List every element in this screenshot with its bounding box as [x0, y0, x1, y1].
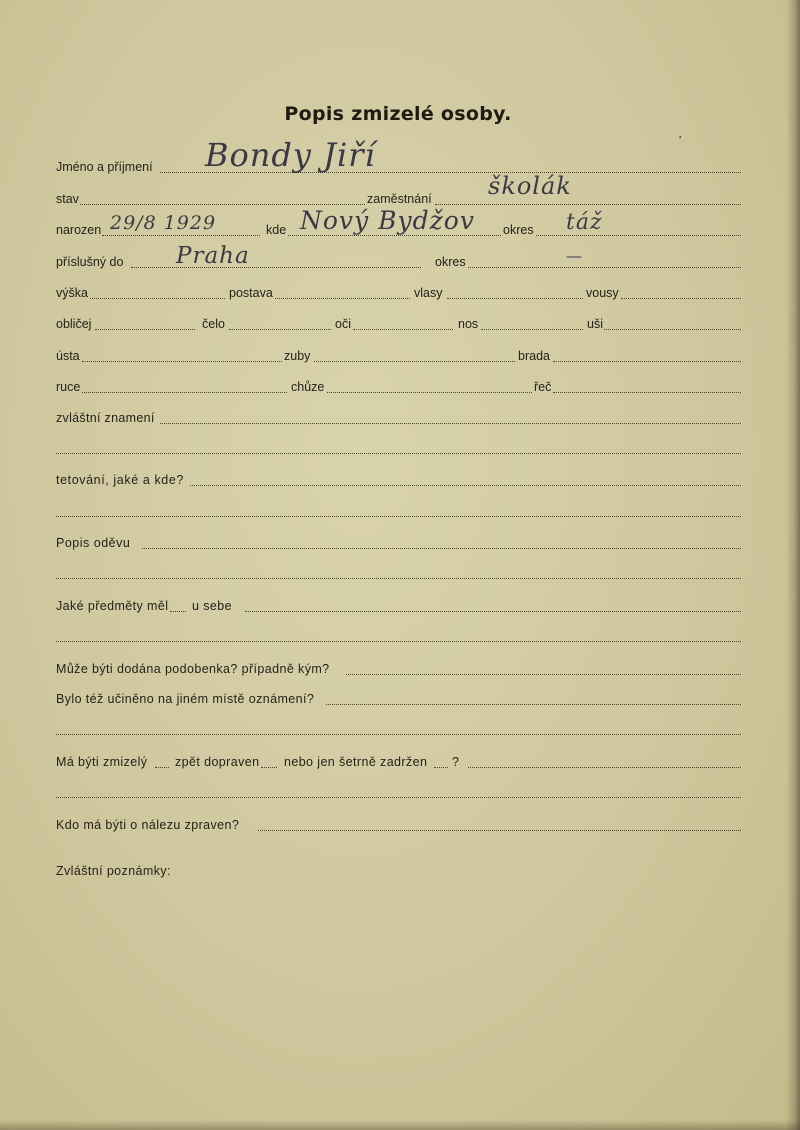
field-line-teeth: [314, 361, 515, 362]
label-domicile: příslušný do: [56, 255, 124, 269]
handwritten-district-2: —: [566, 246, 583, 265]
handwritten-domicile: Praha: [176, 243, 250, 269]
stray-mark: ·: [678, 130, 683, 146]
label-clothing: Popis oděvu: [56, 536, 131, 550]
field-line-return-gap-1: [155, 767, 169, 768]
field-line-occupation: [435, 204, 741, 205]
field-line-photo: [346, 674, 741, 675]
field-line-born: [102, 235, 260, 236]
label-eyes: oči: [335, 317, 351, 331]
label-return-a: Má býti zmizelý: [56, 755, 148, 769]
page-bottom-shadow: [0, 1120, 800, 1130]
label-beard: vousy: [586, 286, 619, 300]
field-line-report-1: [326, 704, 741, 705]
label-nose: nos: [458, 317, 479, 331]
field-line-nose: [481, 329, 583, 330]
label-items-b: u sebe: [192, 599, 232, 613]
label-marks: zvláštní znamení: [56, 411, 155, 425]
label-gait: chůze: [291, 380, 325, 394]
field-line-build: [275, 298, 410, 299]
label-height: výška: [56, 286, 88, 300]
label-stav: stav: [56, 192, 79, 206]
label-district-1: okres: [503, 223, 534, 237]
field-line-mouth: [82, 361, 282, 362]
field-line-beard: [621, 298, 741, 299]
field-line-hands: [82, 392, 287, 393]
field-line-district-2: [468, 267, 741, 268]
handwritten-occupation: školák: [488, 172, 572, 200]
label-report: Bylo též učiněno na jiném místě oznámení?: [56, 692, 315, 706]
field-line-clothing-2: [56, 578, 741, 579]
field-line-chin: [553, 361, 741, 362]
field-line-forehead: [229, 329, 331, 330]
handwritten-birthplace: Nový Bydžov: [300, 206, 475, 235]
label-return-d: ?: [452, 755, 459, 769]
field-line-speech: [553, 392, 741, 393]
label-mouth: ústa: [56, 349, 80, 363]
field-line-notify-1: [258, 830, 741, 831]
field-line-ears: [604, 329, 741, 330]
field-line-eyes: [353, 329, 453, 330]
label-name: Jméno a příjmení: [56, 160, 153, 174]
field-line-domicile: [131, 267, 421, 268]
label-chin: brada: [518, 349, 550, 363]
form-title: Popis zmizelé osoby.: [284, 103, 512, 125]
handwritten-birth-date: 29/8 1929: [110, 212, 217, 234]
field-line-clothing-1: [142, 548, 741, 549]
field-line-marks-2: [56, 453, 741, 454]
label-notify: Kdo má býti o nálezu zpraven?: [56, 818, 240, 832]
label-where: kde: [266, 223, 287, 237]
field-line-return-1: [468, 767, 741, 768]
field-line-items-gap: [170, 611, 186, 612]
label-notes: Zvláštní poznámky:: [56, 864, 171, 878]
label-items-a: Jaké předměty měl: [56, 599, 169, 613]
field-line-report-2: [56, 734, 741, 735]
label-face: obličej: [56, 317, 92, 331]
field-line-hair: [447, 298, 583, 299]
label-photo: Může býti dodána podobenka? případně kým?: [56, 662, 330, 676]
field-line-stav: [80, 204, 365, 205]
field-line-height: [90, 298, 225, 299]
field-line-items-2: [56, 641, 741, 642]
label-return-b: zpět dopraven: [175, 755, 260, 769]
field-line-birthplace: [288, 235, 501, 236]
field-line-district-1: [536, 235, 741, 236]
field-line-face: [95, 329, 195, 330]
field-line-return-gap-2: [261, 767, 277, 768]
label-ears: uši: [587, 317, 603, 331]
field-line-return-2: [56, 797, 741, 798]
label-hair: vlasy: [414, 286, 443, 300]
field-line-tattoo-1: [190, 485, 741, 486]
field-line-tattoo-2: [56, 516, 741, 517]
label-forehead: čelo: [202, 317, 225, 331]
label-tattoo: tetování, jaké a kde?: [56, 473, 184, 487]
field-line-marks-1: [160, 423, 741, 424]
handwritten-name: Bondy Jiří: [205, 136, 376, 174]
field-line-gait: [327, 392, 532, 393]
label-return-c: nebo jen šetrně zadržen: [284, 755, 428, 769]
label-teeth: zuby: [284, 349, 311, 363]
page-edge-shadow: [786, 0, 800, 1130]
field-line-items-1: [245, 611, 741, 612]
label-hands: ruce: [56, 380, 81, 394]
field-line-return-gap-3: [434, 767, 448, 768]
label-build: postava: [229, 286, 273, 300]
label-district-2: okres: [435, 255, 466, 269]
label-occupation: zaměstnání: [367, 192, 432, 206]
label-born: narozen: [56, 223, 102, 237]
label-speech: řeč: [534, 380, 552, 394]
handwritten-district: táž: [566, 210, 603, 235]
